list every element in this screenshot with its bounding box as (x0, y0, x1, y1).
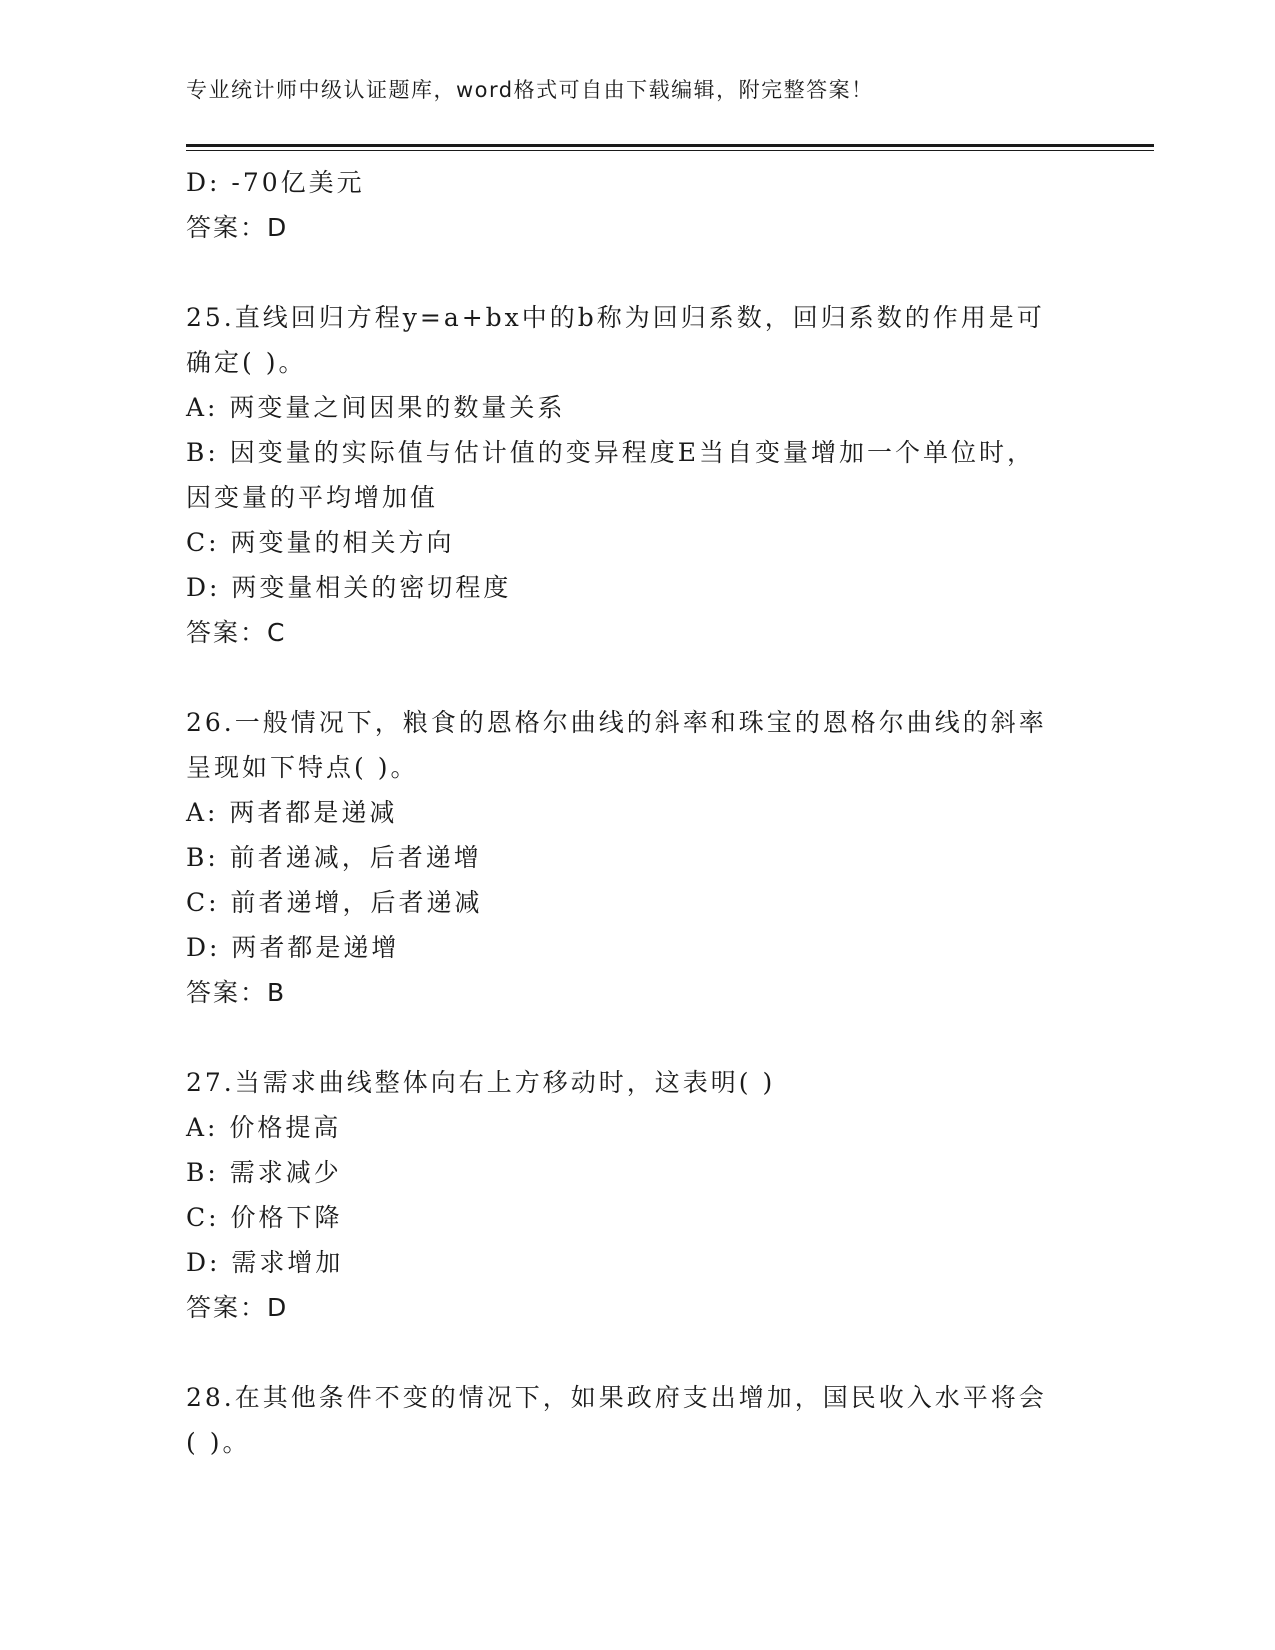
answer: 答案：D (186, 213, 289, 242)
header-rule-thin (186, 150, 1154, 151)
question-24-tail (186, 160, 1086, 250)
option-b: B: 因变量的实际值与估计值的变异程度E当自变量增加一个单位时， (186, 438, 1035, 467)
option-b-continued: 因变量的平均增加值 (186, 483, 439, 512)
question-28 (186, 1375, 1086, 1465)
question-text: 26.一般情况下，粮食的恩格尔曲线的斜率和珠宝的恩格尔曲线的斜率 (186, 708, 1047, 737)
option-c: C: 前者递增，后者递减 (186, 888, 483, 917)
option-c: C: 价格下降 (186, 1203, 343, 1232)
question-list (186, 160, 1086, 1465)
question-27 (186, 1060, 1086, 1330)
option-a: A: 两变量之间因果的数量关系 (186, 393, 566, 422)
question-text: ( )。 (186, 1428, 251, 1457)
answer: 答案：D (186, 1293, 289, 1322)
option-a: A: 价格提高 (186, 1113, 342, 1142)
question-text: 呈现如下特点( )。 (186, 753, 419, 782)
header-rule-thick (186, 144, 1154, 147)
question-text: 27.当需求曲线整体向右上方移动时，这表明( ) (186, 1068, 776, 1097)
page-header: 专业统计师中级认证题库，word格式可自由下载编辑，附完整答案！ (186, 78, 874, 102)
answer: 答案：B (186, 978, 287, 1007)
option-a: A: 两者都是递减 (186, 798, 398, 827)
option-b: B: 需求减少 (186, 1158, 342, 1187)
option-d: D: -70亿美元 (186, 168, 365, 197)
option-c: C: 两变量的相关方向 (186, 528, 455, 557)
question-text: 25.直线回归方程y=a+bx中的b称为回归系数，回归系数的作用是可 (186, 303, 1045, 332)
question-26 (186, 700, 1086, 1015)
question-text: 确定( )。 (186, 348, 307, 377)
answer: 答案：C (186, 618, 287, 647)
option-b: B: 前者递减，后者递增 (186, 843, 482, 872)
question-text: 28.在其他条件不变的情况下，如果政府支出增加，国民收入水平将会 (186, 1383, 1047, 1412)
option-d: D: 需求增加 (186, 1248, 344, 1277)
option-d: D: 两者都是递增 (186, 933, 400, 962)
option-d: D: 两变量相关的密切程度 (186, 573, 512, 602)
question-25 (186, 295, 1086, 655)
